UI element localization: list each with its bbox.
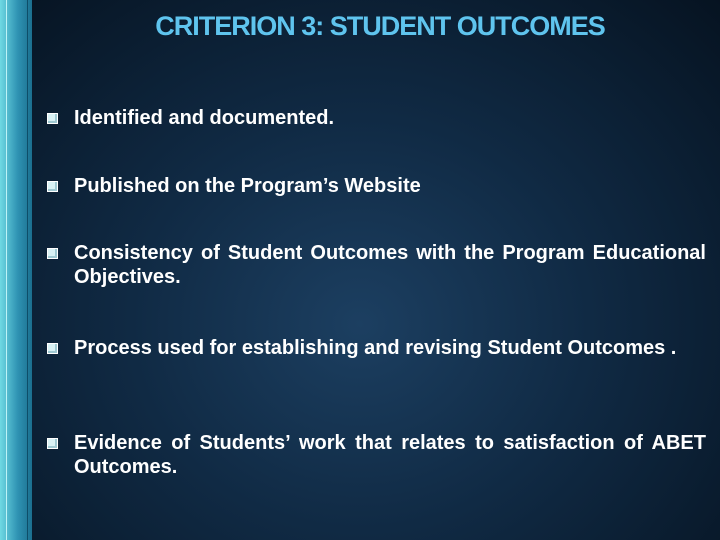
square-bullet-icon bbox=[44, 241, 74, 265]
bullet-text: Consistency of Student Outcomes with the Program Educational Objectives. bbox=[74, 242, 706, 288]
square-bullet-icon bbox=[44, 106, 74, 130]
bullet-text: Evidence of Students’ work that relates to satisfaction of ABET Outcomes. bbox=[74, 432, 706, 478]
square-bullet-icon bbox=[44, 174, 74, 198]
left-accent-bar-stripe bbox=[6, 0, 28, 540]
bullet-item bbox=[44, 431, 706, 479]
bullet-text: Process used for establishing and revising Student Outcomes . bbox=[74, 337, 677, 359]
square-bullet-icon bbox=[44, 336, 74, 360]
left-accent-bar bbox=[0, 0, 32, 540]
square-bullet-icon bbox=[44, 431, 74, 455]
bullet-text: Published on the Program’s Website bbox=[74, 175, 421, 197]
slide-title: CRITERION 3: STUDENT OUTCOMES bbox=[155, 11, 605, 41]
bullet-item bbox=[44, 174, 706, 198]
bullet-item bbox=[44, 336, 706, 360]
bullet-text: Identified and documented. bbox=[74, 107, 335, 129]
bullet-item bbox=[44, 106, 706, 130]
bullet-item bbox=[44, 241, 706, 289]
